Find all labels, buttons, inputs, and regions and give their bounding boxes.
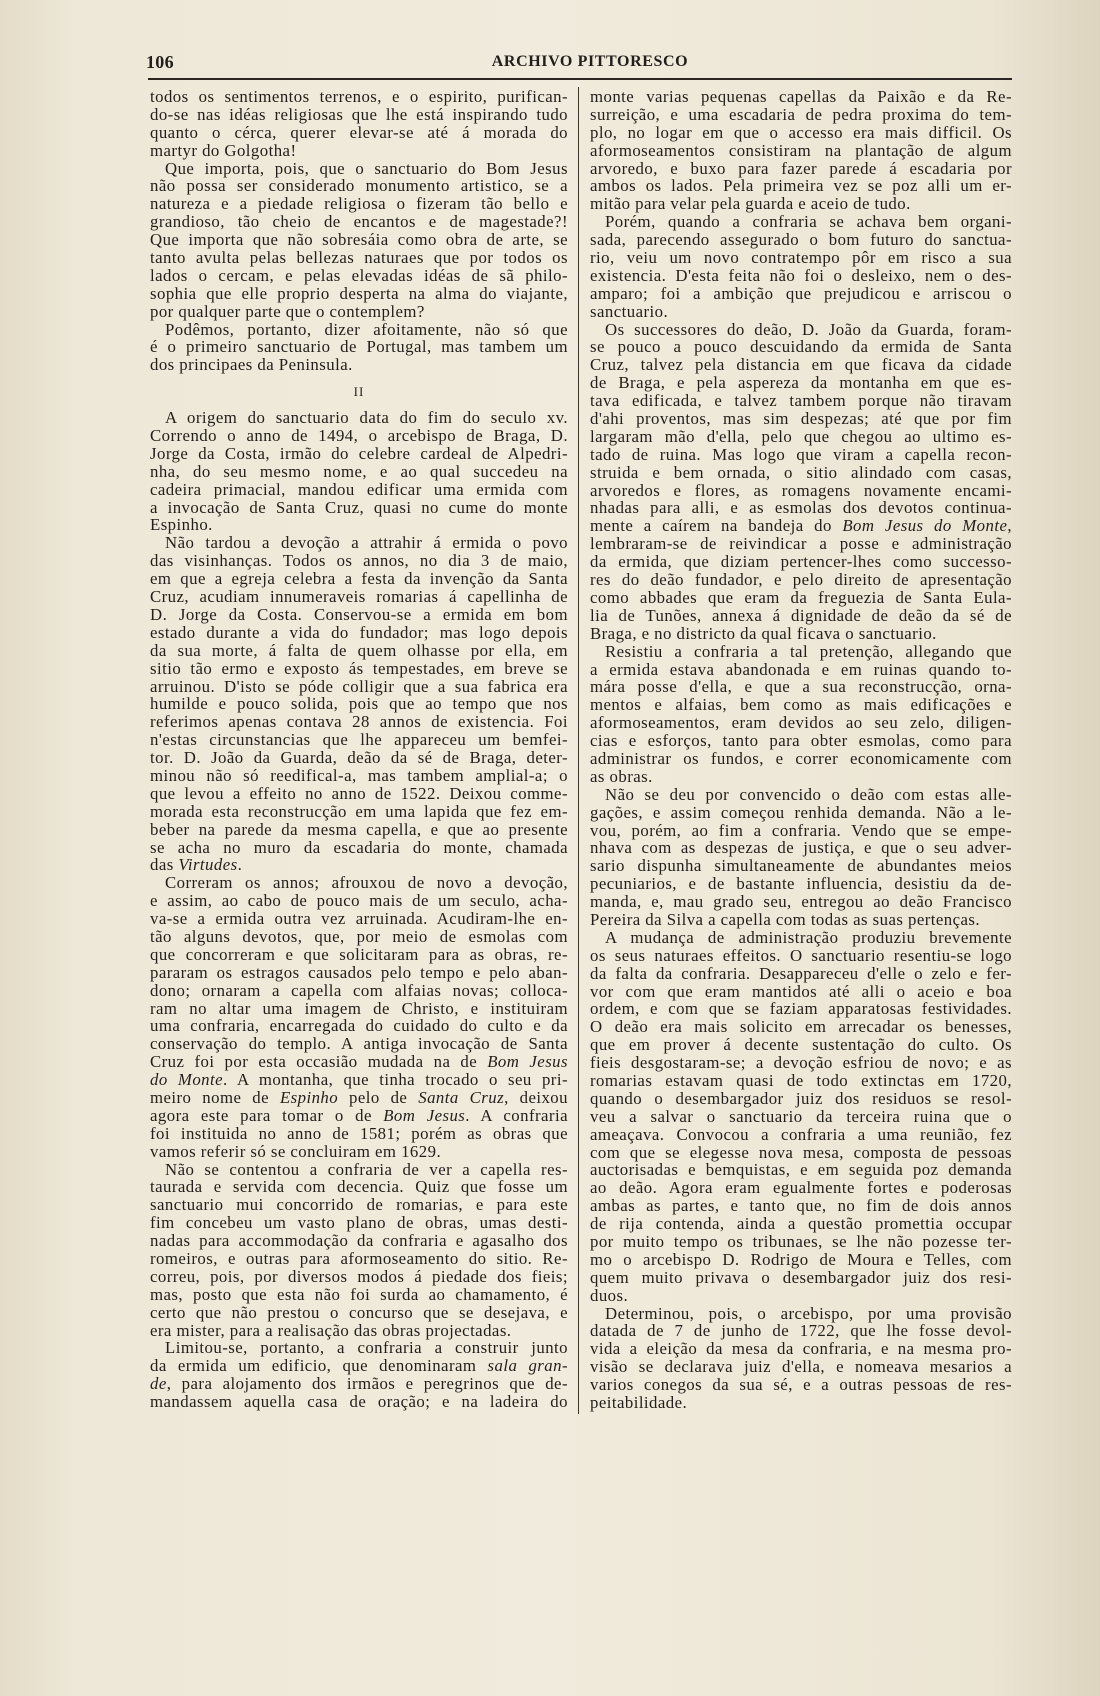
text-line: pecuniarios, e de bastante influencia, desistiu da de-: [590, 874, 1012, 894]
section-heading: [150, 383, 568, 401]
text-line: mitão para velar pela guarda e aceio de tudo.: [590, 194, 911, 214]
text-line: da ermida, que diziam pertencer-lhes como successo-: [590, 552, 1012, 572]
paragraph: [590, 1305, 1012, 1412]
text-line: [150, 1089, 568, 1107]
text-line: do-se nas idéas religiosas que lhe está inspirando tudo: [150, 104, 568, 124]
text-segment: Cruz foi por esta occasião mudada na de: [150, 1052, 488, 1072]
text-line: lia de Tunões, annexa á dignidade de deão da sé de: [590, 605, 1012, 625]
text-line: va-se a ermida outra vez arruinada. Acudiram-lhe en-: [150, 909, 568, 929]
text-segment: meiro nome de: [150, 1087, 280, 1107]
text-line: tor. D. João da Guarda, deão da sé de Braga, deter-: [150, 748, 568, 768]
text-line: das visinhanças. Todos os annos, no dia 3 de maio,: [150, 551, 568, 571]
text-line: ram no altar uma imagem de Christo, e instituiram: [150, 998, 568, 1018]
text-line: foi instituida no anno de 1581; porém as obras que: [150, 1123, 568, 1143]
text-line: fieis desgostaram-se; a devoção esfriou de novo; e as: [590, 1053, 1012, 1073]
text-line: tão alguns devotos, que, por meio de esmolas com: [150, 926, 568, 946]
text-line: da falta da confraria. Desappareceu d'elle o zelo e fer-: [590, 963, 1012, 983]
text-line: todos os sentimentos terrenos, e o espirito, purifican-: [150, 87, 568, 106]
paragraph: [150, 160, 568, 321]
italic-text: Santa Cruz: [418, 1087, 505, 1107]
text-line: amparo; foi a ambição que prejudicou e arriscou o: [590, 283, 1012, 303]
text-line: não possa ser considerado monumento artistico, se a: [150, 176, 568, 196]
text-line: D. Jorge da Costa. Conservou-se a ermida em bom: [150, 604, 568, 624]
text-line: referimos apenas contava 28 annos de existencia. Foi: [150, 712, 568, 732]
text-line: mandassem aquella casa de oração; e na ladeira do: [150, 1392, 568, 1412]
text-line: Não tardou a devoção a attrahir á ermida o povo: [165, 533, 568, 553]
text-line: se acha no muro da escadaria do monte, chamada: [150, 837, 568, 857]
text-line: tava edificada, e talvez tambem porque não tiravam: [590, 391, 1012, 411]
text-line: II: [353, 384, 365, 400]
text-line: Porém, quando a confraria se achava bem organi-: [605, 212, 1012, 232]
text-line: [150, 1071, 568, 1089]
text-line: auctorisadas e bemquistas, e em seguida poz demanda: [590, 1160, 1012, 1180]
text-line: Cruz, acudiam innumeraveis romarias á capellinha de: [150, 587, 568, 607]
text-line: O deão era mais solicito em arrecadar os benesses,: [590, 1017, 1012, 1037]
text-line: conservação do templo. A antiga invocação de Santa: [150, 1034, 568, 1054]
text-line: que concorreram e que solicitaram para as obras, re-: [150, 944, 568, 964]
text-line: mas, posto que esta não foi surda ao chamamento, é: [150, 1284, 568, 1304]
text-line: a ermida estava abandonada e em ruinas quando to-: [590, 659, 1012, 679]
text-line: tado de ruina. Mas logo que viram a capella recon-: [590, 444, 1012, 464]
text-line: Correram os annos; afrouxou de novo a devoção,: [165, 873, 568, 893]
text-line: tanto avulta pelas bellezas naturaes que por todos os: [150, 248, 568, 268]
text-line: morada esta reconstrucção em uma lapida que fez em-: [150, 801, 568, 821]
running-title: ARCHIVO PITTORESCO: [491, 53, 689, 70]
text-line: struida e bem ornada, o sitio alindado com casas,: [590, 462, 1012, 482]
text-line: aformoseamentos, eram devidos ao seu zelo, diligen-: [590, 713, 1012, 733]
text-line: certo que não prestou o concurso que se desejava, e: [150, 1302, 568, 1322]
paragraph: [150, 1161, 568, 1340]
text-line: Limitou-se, portanto, a confraria a construir junto: [165, 1338, 568, 1358]
paragraph: [590, 643, 1012, 786]
text-line: res do deão fundador, e pelo direito de apresentação: [590, 570, 1012, 590]
text-line: cias e esforços, tanto para obter esmolas, como para: [590, 731, 1012, 751]
text-line: vida a eleição da mesa da confraria, e na mesma pro-: [590, 1339, 1012, 1359]
paragraph: [150, 1339, 568, 1411]
column-right: [590, 88, 1012, 1412]
text-line: ordem, e com que se faziam apparatosas festividades.: [590, 999, 1012, 1019]
text-line: como abbades que eram da freguezia de Santa Eula-: [590, 587, 1012, 607]
text-line: veu a salvar o sanctuario da terceira ruina que o: [590, 1106, 1012, 1126]
text-line: martyr do Golgotha!: [150, 140, 297, 160]
text-line: quem muito privava o desembargador juiz dos resi-: [590, 1267, 1012, 1287]
italic-text: Bom Jesus do Monte: [842, 516, 1008, 536]
text-line: fim concebeu um vasto plano de obras, umas desti-: [150, 1213, 568, 1233]
text-line: vor com que eram mantidos até alli o aceio e boa: [590, 981, 1012, 1001]
column-divider: [578, 87, 579, 1414]
text-line: os seus naturaes effeitos. O sanctuario resentiu-se logo: [590, 945, 1012, 965]
text-line: Pereira da Silva a capella com todas as suas pertenças.: [590, 909, 981, 929]
text-line: nadas para accommodação da confraria e agasalho dos: [150, 1231, 568, 1251]
italic-text: Virtudes: [178, 855, 238, 875]
italic-text: Bom Jesus: [383, 1105, 466, 1125]
text-line: A mudança de administração produziu brevemente: [605, 927, 1012, 947]
text-line: sophia que elle proprio desperta na alma do viajante,: [150, 283, 568, 303]
text-line: ambos os lados. Pela primeira vez se poz alli um er-: [590, 176, 1012, 196]
paragraph: [150, 409, 568, 534]
text-line: em que a egreja celebra a festa da invenção da Santa: [150, 569, 568, 589]
paragraph: [590, 786, 1012, 929]
text-segment: . A confraria: [465, 1105, 568, 1125]
text-line: monte varias pequenas capellas da Paixão e da Re-: [590, 87, 1012, 106]
paragraph: [590, 213, 1012, 320]
text-segment: . A montanha, que tinha trocado o seu pri-: [223, 1070, 569, 1090]
text-line: manda, e, mau grado seu, entregou ao deão Francisco: [590, 892, 1012, 912]
text-line: [150, 1357, 568, 1375]
column-left: [150, 88, 568, 1411]
italic-text: de: [150, 1374, 167, 1394]
italic-text: Espinho: [279, 1087, 339, 1107]
text-line: administrar os fundos, e correr economicamente com: [590, 748, 1012, 768]
text-line: rio, veiu um novo contratempo pôr em risco a sua: [590, 248, 1012, 268]
text-line: vou, porém, ao fim a confraria. Vendo que se empe-: [590, 820, 1012, 840]
text-line: gações, e assim começou renhida demanda. Não a le-: [590, 802, 1012, 822]
text-line: minou não só reedifical-a, mas tambem amplial-a; o: [150, 765, 568, 785]
text-segment: , deixou: [504, 1087, 568, 1107]
text-line: Os successores do deão, D. João da Guarda, foram-: [605, 319, 1012, 339]
text-segment: mente a caírem na bandeja do: [590, 516, 843, 536]
text-line: peitabilidade.: [590, 1393, 688, 1413]
text-line: Podêmos, portanto, dizer afoitamente, não só que: [165, 319, 568, 339]
text-line: Braga, e no districto da qual ficava o sanctuario.: [590, 623, 937, 643]
text-line: arvoredos e flores, as romagens novamente encami-: [590, 480, 1012, 500]
text-line: as obras.: [590, 766, 653, 786]
text-line: Correndo o anno de 1494, o arcebispo de Braga, D.: [150, 426, 568, 446]
text-line: ameaçava. Convocou a confraria a uma reunião, fez: [590, 1124, 1012, 1144]
text-segment: da ermida um edificio, que denominaram: [150, 1356, 488, 1376]
text-line: a invocação de Santa Cruz, quasi no cume do monte: [150, 497, 568, 517]
text-line: [590, 517, 1012, 535]
text-line: natureza e a piedade religiosa o fizeram tão bello e: [150, 194, 568, 214]
text-segment: pelo de: [338, 1087, 419, 1107]
text-line: mentos e alfaias, bem como as mais edificações e: [590, 695, 1012, 715]
text-line: dos principaes da Peninsula.: [150, 355, 353, 375]
paragraph: [590, 88, 1012, 213]
text-line: pararam os estragos causados pelo tempo e pelo aban-: [150, 962, 568, 982]
text-line: sada, parecendo assegurado o bom futuro do sanctua-: [590, 230, 1012, 250]
text-line: estado durante a vida do fundador; mas logo depois: [150, 622, 568, 642]
text-line: era mister, para a realisação das obras projectadas.: [150, 1320, 512, 1340]
italic-text: do Monte: [150, 1070, 224, 1090]
text-line: se pouco a pouco descuidando da ermida de Santa: [590, 337, 1012, 357]
text-line: com que se elegesse nova mesa, composta de pessoas: [590, 1142, 1012, 1162]
text-line: [150, 1375, 568, 1393]
text-line: nha, do seu mesmo nome, e ao qual succedeu na: [150, 461, 568, 481]
text-line: que levou a effeito no anno de 1522. Deixou comme-: [150, 783, 568, 803]
text-line: varios conegos da sua sé, e a outras pessoas de res-: [590, 1375, 1012, 1395]
text-line: de rija contenda, ainda a questão promettia occupar: [590, 1214, 1012, 1234]
paragraph: [150, 874, 568, 1160]
text-line: surreição, e uma escadaria de pedra proxima do tem-: [590, 104, 1012, 124]
text-line: humilde e pouco solida, pois que ao tempo que nos: [150, 694, 568, 714]
paragraph: [150, 88, 568, 160]
text-line: Determinou, pois, o arcebispo, por uma provisão: [605, 1303, 1012, 1323]
text-line: ambas as partes, e tanto que, no fim de dois annos: [590, 1196, 1012, 1216]
text-line: plo, no logar em que o accesso era mais difficil. Os: [590, 122, 1012, 142]
text-line: Resistiu a confraria a tal pretenção, allegando que: [605, 641, 1012, 661]
text-line: sario dispunha simultaneamente de abundantes meios: [590, 856, 1012, 876]
text-line: ao deão. Agora eram egualmente fortes e poderosas: [590, 1178, 1012, 1198]
text-segment: das: [150, 855, 179, 875]
text-line: Que importa que não sobresáia como obra de arte, se: [150, 230, 568, 250]
text-line: que em prover á decente sustentação do culto. Os: [590, 1035, 1012, 1055]
text-line: dono; ornaram a capella com alfaias novas; colloca-: [150, 980, 568, 1000]
text-line: por qualquer parte que o contemplem?: [150, 301, 425, 321]
text-line: Cruz, talvez pela distancia em que ficava da cidade: [590, 355, 1012, 375]
paragraph: [590, 929, 1012, 1305]
text-line: taurada e servida com decencia. Quiz que fosse um: [150, 1177, 568, 1197]
text-line: n'estas circunstancias que lhe appareceu um bemfei-: [150, 730, 568, 750]
paragraph: [150, 321, 568, 375]
text-line: arvoredo, e buxo para fazer parede á escadaria por: [590, 158, 1012, 178]
text-line: [150, 856, 568, 874]
text-segment: agora este para tomar o de: [150, 1105, 384, 1125]
text-line: lados o cercam, e pelas elevadas idéas de sã philo-: [150, 265, 568, 285]
text-line: visão se declarava juiz d'ella, e nomeava mesarios a: [590, 1357, 1012, 1377]
text-line: duos.: [590, 1285, 629, 1305]
paragraph: [150, 534, 568, 874]
page-number: 106: [146, 52, 174, 72]
text-segment: , para alojamento dos irmãos e peregrinos que de-: [166, 1374, 568, 1394]
paragraph: [590, 321, 1012, 643]
text-line: grandioso, tão cheio de encantos e de magestade?!: [150, 212, 568, 232]
text-line: nhava com as despezas de justiça, e que o seu adver-: [590, 838, 1012, 858]
text-line: [150, 1107, 568, 1125]
text-line: sanctuario mui concorrido de romarias, e para este: [150, 1195, 568, 1215]
text-line: lembraram-se de reivindicar a posse e administração: [590, 534, 1012, 554]
italic-text: Bom Jesus: [487, 1052, 568, 1072]
text-line: [150, 1053, 568, 1071]
text-line: e assim, ao cabo de pouco mais de um seculo, acha-: [150, 891, 568, 911]
text-line: beber na parede da mesma capella, e que ao presente: [150, 819, 568, 839]
text-line: romeiros, e outras para aformoseamento do sitio. Re-: [150, 1249, 568, 1268]
header-rule: [148, 78, 1012, 80]
text-line: mára posse d'ella, e que a sua reconstrucção, orna-: [590, 677, 1012, 697]
text-line: quanto o cérca, querer elevar-se até á morada do: [150, 122, 568, 142]
text-line: nhadas para alli, e as esmolas dos devotos continua-: [590, 498, 1012, 518]
text-line: sitio tão ermo e exposto ás tempestades, em breve se: [150, 658, 568, 678]
text-line: Que importa, pois, que o sanctuario do Bom Jesus: [165, 158, 568, 178]
text-line: Não se deu por convencido o deão com estas alle-: [605, 784, 1012, 804]
text-line: romarias estavam quasi de todo extinctas em 1720,: [590, 1070, 1012, 1090]
italic-text: sala gran-: [487, 1356, 568, 1376]
text-line: é o primeiro sanctuario de Portugal, mas tambem um: [150, 337, 568, 357]
text-segment: .: [237, 855, 243, 875]
text-line: existencia. D'esta feita não foi o desleixo, nem o des-: [590, 265, 1012, 285]
text-line: cadeira primacial, mandou edificar uma ermida com: [150, 479, 568, 499]
text-line: datada de 7 de junho de 1722, que lhe fosse devol-: [590, 1321, 1012, 1341]
text-line: quando o desembargador juiz dos residuos se resol-: [590, 1088, 1012, 1108]
text-line: de Braga, e pela aspereza da montanha em que es-: [590, 373, 1012, 393]
text-line: largaram mão d'ella, pelo que chegou ao ultimo es-: [590, 426, 1012, 446]
text-line: sanctuario.: [590, 301, 669, 321]
text-line: A origem do sanctuario data do fim do seculo xv.: [165, 408, 568, 428]
text-line: por muito tempo os tribunaes, se lhe não pozesse ter-: [590, 1232, 1012, 1251]
text-line: uma confraria, encarregada do cuidado do culto e da: [150, 1016, 568, 1036]
text-line: correu, pois, por diversos modos á piedade dos fieis;: [150, 1266, 568, 1286]
text-line: mo o arcebispo D. Rodrigo de Moura e Telles, com: [590, 1249, 1012, 1269]
text-line: arruinou. D'isto se póde colligir que a sua fabrica era: [150, 676, 568, 696]
text-line: Não se contentou a confraria de ver a capella res-: [165, 1159, 568, 1179]
text-line: d'ahi proventos, mas sim despezas; até que por fim: [590, 409, 1012, 429]
text-line: Jorge da Costa, irmão do celebre cardeal de Alpedri-: [150, 443, 568, 463]
text-line: da sua morte, á falta de quem olhasse por ella, em: [150, 640, 568, 660]
text-line: Espinho.: [150, 515, 213, 535]
text-segment: ,: [1007, 516, 1013, 536]
text-line: aformoseamentos consistiram na plantação de algum: [590, 140, 1012, 160]
text-line: vamos referir só se concluiram em 1629.: [150, 1141, 442, 1161]
